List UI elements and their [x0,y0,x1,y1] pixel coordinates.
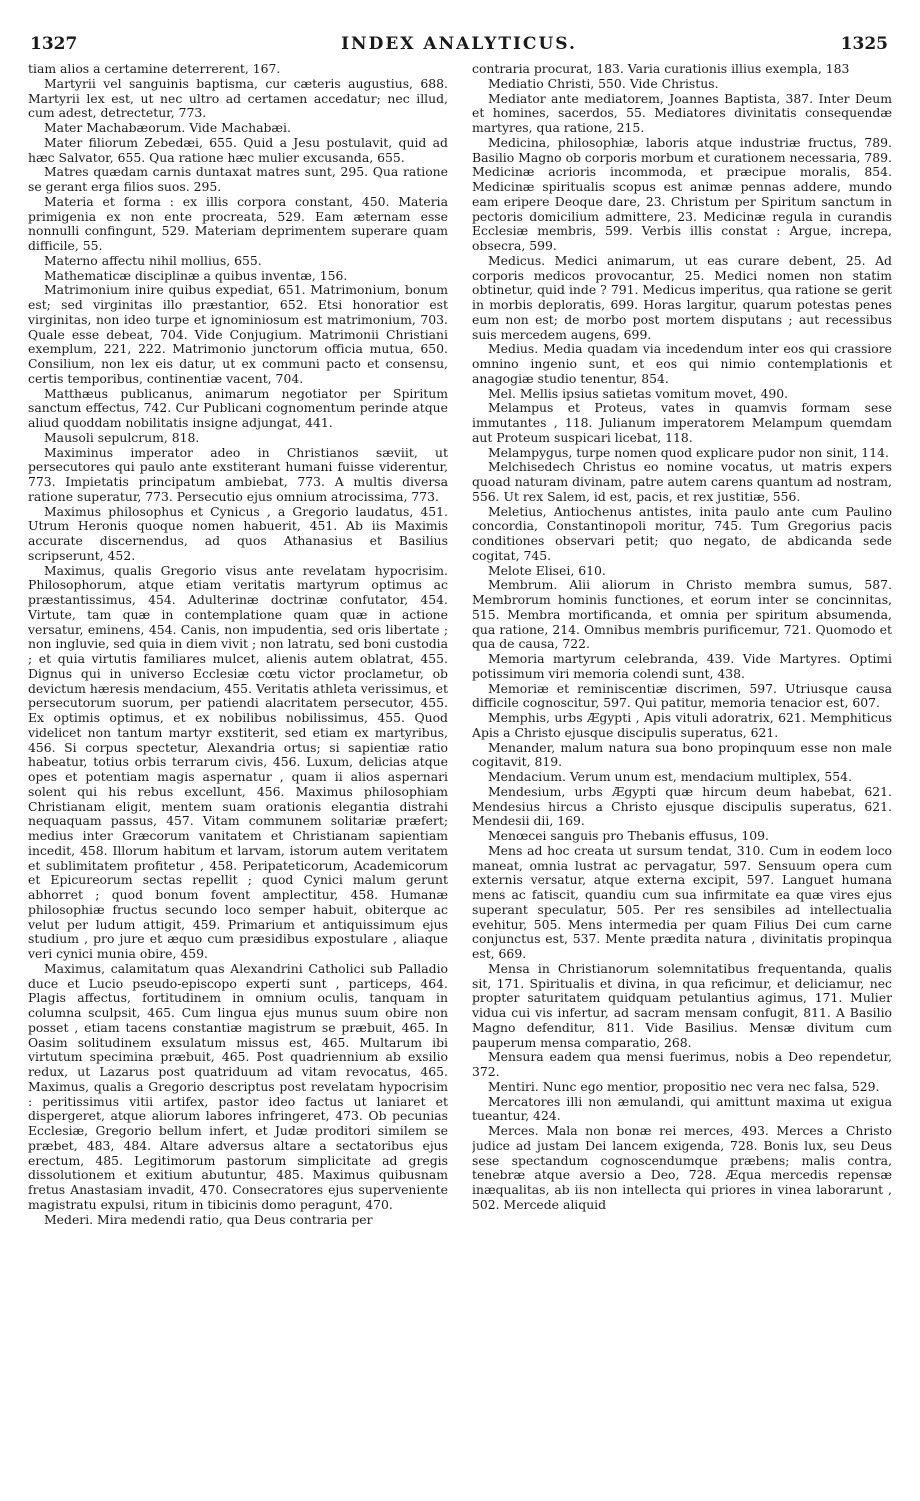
index-entry: Mentiri. Nunc ego mentior, propositio nec vera nec falsa, 529. [488,1078,880,1094]
index-entry: Mediator ante mediatorem, Joannes Baptista, 387. Inter Deum et homines, sacerdos, 55. Mediatores divinitatis consequendæ martyres, qua ratione, 215. [472,90,892,135]
page-title: INDEX ANALYTICUS. [341,34,577,54]
index-entry: Memphis, urbs Ægypti , Apis vituli adoratrix, 621. Memphiticus Apis a Christo ejusque discipulis superatus, 621. [472,710,892,740]
index-entry: Mensa in Christianorum solemnitatibus frequentanda, qualis sit, 171. Spiritualis et divina, in qua reficimur, et deliciamur, nec propter saturitatem quidquam petulantius agimus, 171. Mulier vidua cui vis infertur, ad sacram mensam confugit, 811. A Basilio Magno defenditur, 811. Vide Basilius. Mensæ divitum cum pauperum mensa comparatio, 268. [472,960,892,1050]
index-entry: Materno affectu nihil mollius, 655. [44,252,262,268]
index-entry: Maximinus imperator adeo in Christianos sæviit, ut persecutores qui paulo ante exstiterant humani fuisse viderentur, 773. Impietatis principatum ambiebat, 773. A multis diversa ratione superatur, 773. Persecutio ejus omnium atrocissima, 773. [28,444,448,504]
index-entry: Mens ad hoc creata ut sursum tendat, 310. Cum in eodem loco maneat, omnia lustrat ac pervagatur, 597. Sensuum opera cum externis versatur, atque externa excipit, 597. Languet humana mens ac fatiscit, quandiu cum sua infirmitate ea quæ vires ejus superant speculatur, 505. Per res sensibiles ad intellectualia evehitur, 505. Mens intermedia per quam Filius Dei cum carne conjunctus est, 537. Mente prædita natura , divinitatis propinqua est, 669. [472,842,892,961]
index-entry: Medicina, philosophiæ, laboris atque industriæ fructus, 789. Basilio Magno ob corporis morbum et curationem necessaria, 789. Medicinæ acrioris incommoda, et præcipue moralis, 854. Medicinæ spiritualis scopus est animæ pennas addere, mundo eam eripere Deoque dare, 23. Christum per Spiritum sanctum in pectoris domicilium admittere, 23. Medicinæ regula in curandis Ecclesiæ membris, 599. Verbis illis constat : Argue, increpa, obsecra, 599. [472,134,892,253]
index-entry: Mathematicæ disciplinæ a quibus inventæ, 156. [44,267,348,283]
index-entry: Medicus. Medici animarum, ut eas curare debent, 25. Ad corporis medicos provocantur, 25. Medici nomen non statim obtinetur, quid inde ? 791. Medicus imperitus, qua ratione se gerit in morbis deploratis, 699. Horas largitur, quarum potestas penes eum non est; de morbo post mortem disputans ; aut recessibus suis mercedem augens, 699. [472,252,892,342]
index-columns [28,62,892,1492]
index-entry: Matthæus publicanus, animarum negotiator per Spiritum sanctum effectus, 742. Cur Publicani cognomentum perinde atque aliud quoddam nobilitatis insigne adjungat, 441. [28,385,448,430]
index-entry: Martyrii vel sanguinis baptisma, cur cæteris augustius, 688. Martyrii lex est, ut nec ultro ad certamen accedatur; nec illud, cum adest, detrectetur, 773. [28,75,448,121]
running-header [30,34,888,60]
index-entry: Melampus et Proteus, vates in quamvis formam sese immutantes , 118. Julianum imperatorem Melampum quemdam aut Proteum suspicari licebat, 118. [472,400,892,445]
index-entry: Mel. Mellis ipsius satietas vomitum movet, 490. [488,385,789,401]
index-entry: Melampygus, turpe nomen quod explicare pudor non sinit, 114. [488,444,889,460]
index-entry: Mendacium. Verum unum est, mendacium multiplex, 554. [488,769,853,784]
index-entry: Maximus philosophus et Cynicus , a Gregorio laudatus, 451. Utrum Heronis quoque nomen habuerit, 451. Ab iis Maximis accurate discernendus, ad quos Athanasius et Basilius scripserunt, 452. [28,503,448,563]
index-entry: Maximus, calamitatum quas Alexandrini Catholici sub Palladio duce et Lucio pseudo-episcopo experti sunt , particeps, 464. Plagis affectus, fortitudinem in omnium oculis, tanquam in columna sculpsit, 465. Cum lingua ejus munus suum obire non posset , etiam tacens constantiæ magistrum se præbuit, 465. In Oasim solitudinem exsulatum missus est, 465. Multarum ibi virtutum specimina præbuit, 465. Post quadriennium ab exsilio redux, ut Lazarus post quatriduum ad vitam revocatus, 465. Maximus, qualis a Gregorio descriptus post revelatam hypocrisim : peritissimus vitii artifex, pastor ideo factus ut laniaret et dispergeret, atque aliorum labores infringeret, 473. Ob pecunias Ecclesiæ, Gregorio bellum infert, et Judæ proditori similem se præbet, 483, 484. Altare adversus altare a sectatoribus ejus erectum, 485. Legitimorum pastorum simplicitate ad gregis dissolutionem et exitium abutuntur, 485. Maximus quibusnam fretus Anastasiam invadit, 470. Consecratores ejus superveniente magistratu expulsi, ritum in tibicinis domo peragunt, 470. [28,960,448,1212]
index-entry: Melchisedech Christus eo nomine vocatus, ut matris expers quoad naturam divinam, patre autem carens quantum ad nostram, 556. Ut rex Salem, id est, pacis, et rex justitiæ, 556. [472,459,892,504]
index-entry: Mater Machabæorum. Vide Machabæi. [44,120,291,135]
index-entry: contraria procurat, 183. Varia curationis illius exempla, 183 [472,62,850,76]
index-entry: Materia et forma : ex illis corpora constant, 450. Materia primigenia ex non ente procreata, 529. Eam æternam esse nonnulli confingunt, 529. Materiam deprimentem superare quam difficile, 55. [28,193,448,253]
right-column [472,62,892,1492]
index-entry: Mediatio Christi, 550. Vide Christus. [488,75,719,91]
index-entry: Melote Elisei, 610. [488,562,606,578]
left-column [28,62,448,1492]
index-entry: Medius. Media quadam via incedendum inter eos qui crassiore omnino ingenio sunt, et eos qui nimio contemplationis et anagogiæ studio tenentur, 854. [472,341,892,386]
page-number-right: 1325 [840,34,888,54]
index-entry: Mausoli sepulcrum, 818. [44,429,200,445]
index-entry: Mendesium, urbs Ægypti quæ hircum deum habebat, 621. Mendesius hircus a Christo ejusque discipulis superatus, 621. Mendesii dii, 169. [472,783,892,829]
index-entry: tiam alios a certamine deterrerent, 167. [28,62,281,76]
index-entry: Memoria martyrum celebranda, 439. Vide Martyres. Optimi potissimum viri memoria colendi sunt, 438. [472,651,892,681]
index-entry: Merces. Mala non bonæ rei merces, 493. Merces a Christo judice ad justam Dei lancem exigenda, 728. Bonis lux, seu Deus sese spectandum cognoscendumque præbens; malis contra, tenebræ atque aversio a Deo, 728. Æqua mercedis repensæ inæqualitas, ab iis non intellecta qui priores in vinea laborarunt , 502. Mercede aliquid [472,1123,892,1212]
index-entry: Menœcei sanguis pro Thebanis effusus, 109. [488,828,769,843]
index-entry: Maximus, qualis Gregorio visus ante revelatam hypocrisim. Philosophorum, atque etiam veritatis martyrum optimus ac præstantissimus, 454. Adulterinæ doctrinæ confutator, 454. Virtute, tam quæ in contemplatione quam quæ in actione versatur, eminens, 454. Canis, non impudentia, sed oris libertate ; non ingluvie, sed quia in diem vivit ; non latratu, sed boni custodia ; et quia virtutis familiares mulcet, alienis autem oblatrat, 455. Dignus qui in universo Ecclesiæ cœtu victor proclametur, ob devictum hæresis mendacium, 455. Veritatis athleta verissimus, et persecutorum suorum, per patiendi alacritatem persecutor, 455. Ex optimis optimus, et ex nobilibus nobilissimus, 455. Quod videlicet non tantum martyr exstiterit, sed etiam ex martyribus, 456. Si corpus spectetur, Alexandria ortus; si sapientiæ ratio habeatur, totius orbis terrarum civis, 456. Luxum, delicias atque opes et potentiam magis aspernatur , quam ii alios aspernari solent qui his rebus excellunt, 456. Maximus philosophiam Christianam eligit, mentem suam orationis elegantia distrahi nequaquam passus, 457. Vitam communem solitariæ præfert; medius inter Græcorum vanitatem et Christianam sapientiam incedit, 458. Illorum habitum et larvam, istorum autem veritatem et sublimitatem profitetur , 458. Peripateticorum, Academicorum et Epicureorum sectas repellit ; quod Cynici malum gerunt abhorret ; quod bonum fovent amplectitur, 458. Humanæ philosophiæ fructus secundo loco semper habuit, obiterque ac velut per ludum attigit, 459. Primarium et antiquissimum ejus studium , pro jure et æquo cum præsidibus expostulare , aliaque veri cynici munia obire, 459. [28,562,448,961]
index-entry: Membrum. Alii aliorum in Christo membra sumus, 587. Membrorum hominis functiones, et eorum inter se concinnitas, 515. Membra mortificanda, et omnia per spiritum absumenda, qua ratione, 214. Omnibus membris purificemur, 721. Quomodo et qua de causa, 722. [472,577,892,652]
index-entry: Menander, malum natura sua bono propinquum esse non male cogitavit, 819. [472,739,892,770]
index-entry: Mater filiorum Zebedæi, 655. Quid a Jesu postulavit, quid ad hæc Salvator, 655. Qua ratione hæc mulier excusanda, 655. [28,134,448,165]
index-entry: Matrimonium inire quibus expediat, 651. Matrimonium, bonum est; sed virginitas illo præstantior, 652. Etsi honoratior est virginitas, non ideo turpe et ignominiosum est matrimonium, 703. Quale esse debeat, 704. Vide Conjugium. Matrimonii Christiani exemplum, 221, 222. Matrimonio junctorum officia mutua, 650. Consilium, non lex eis datur, ut ex communi pacto et consensu, certis temporibus, continentiæ vacent, 704. [28,282,448,386]
index-entry: Mercatores illi non æmulandi, qui amittunt maxima ut exigua tueantur, 424. [472,1093,892,1124]
index-entry: Meletius, Antiochenus antistes, inita paulo ante cum Paulino concordia, Constantinopoli moritur, 745. Tum Gregorius pacis conditiones observari petit; quo negato, de abdicanda sede cogitat, 745. [472,503,892,563]
index-entry: Mederi. Mira medendi ratio, qua Deus contraria per [44,1211,373,1227]
index-entry: Mensura eadem qua mensi fuerimus, nobis a Deo rependetur, 372. [472,1049,892,1079]
index-entry: Matres quædam carnis duntaxat matres sunt, 295. Qua ratione se gerant erga filios suos. 295. [28,164,448,194]
page-number-left: 1327 [30,34,78,54]
index-entry: Memoriæ et reminiscentiæ discrimen, 597. Utriusque causa difficile cognoscitur, 597. Qui patitur, memoria tenacior est, 607. [472,680,892,711]
